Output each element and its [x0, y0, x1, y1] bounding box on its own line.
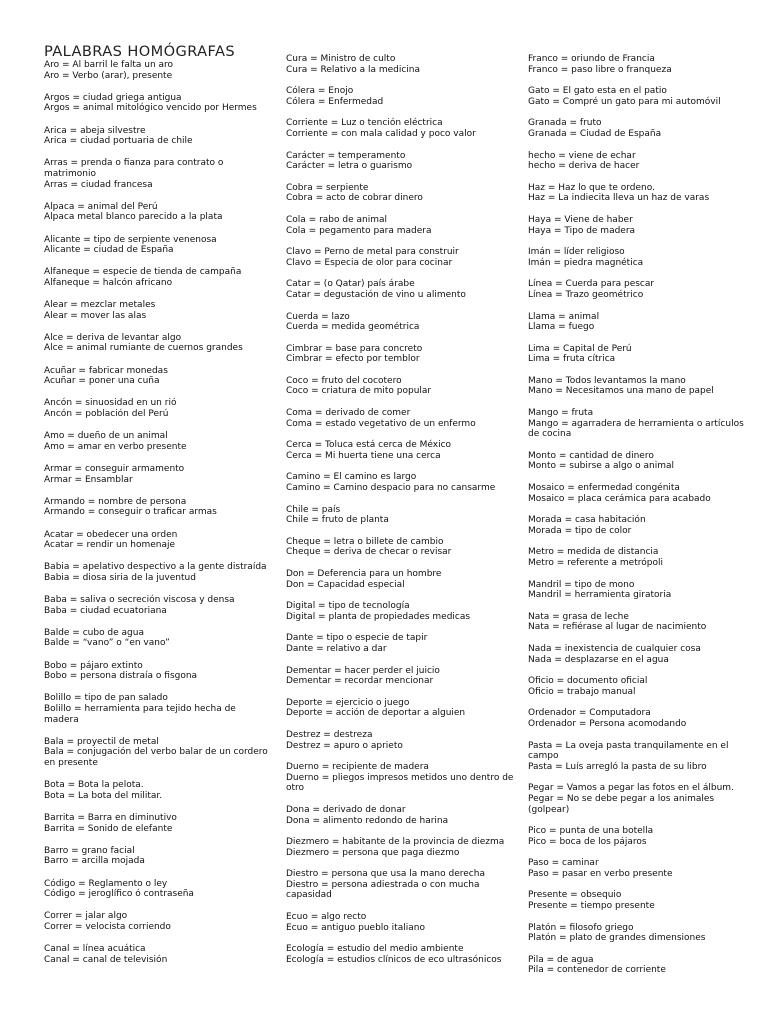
- entry-line: Ancón = sinuosidad en un rió: [44, 398, 177, 409]
- entry-line: Paso = pasar en verbo presente: [528, 868, 673, 879]
- entry-line: Ordenador = Computadora: [528, 708, 651, 719]
- homograph-entry: [44, 431, 272, 452]
- homograph-entry: [286, 440, 514, 461]
- column-2: [286, 54, 514, 976]
- entry-line: Acuñar = fabricar monedas: [44, 365, 168, 376]
- entry-line: Baba = ciudad ecuatoriana: [44, 605, 167, 616]
- entry-line: Alfaneque = especie de tienda de campaña: [44, 267, 242, 278]
- entry-line: Arras = prenda o fianza para contrato o matrimonio: [44, 158, 224, 179]
- entry-line: Lima = fruta cítrica: [528, 354, 616, 365]
- entry-line: Carácter = letra o guarismo: [286, 161, 413, 172]
- entry-line: Granada = Ciudad de España: [528, 128, 662, 139]
- entry-line: hecho = viene de echar: [528, 150, 636, 161]
- entry-line: Clavo = Especia de olor para cocinar: [286, 257, 453, 268]
- entry-line: Dementar = recordar mencionar: [286, 676, 434, 687]
- homograph-entry: [528, 451, 756, 472]
- homograph-entry: [44, 911, 272, 932]
- entry-line: Argos = ciudad griega antigua: [44, 92, 182, 103]
- homograph-entry: [286, 279, 514, 300]
- entry-line: Balde = “vano” o “en vano”: [44, 638, 170, 649]
- homograph-entry: [286, 837, 514, 858]
- entry-line: Balde = cubo de agua: [44, 627, 144, 638]
- entry-line: Bota = Bota la pelota.: [44, 780, 144, 791]
- entry-line: Cola = rabo de animal: [286, 214, 387, 225]
- entry-line: Mandril = tipo de mono: [528, 579, 635, 590]
- homograph-entry: [286, 247, 514, 268]
- entry-line: Barro = grano facial: [44, 845, 135, 856]
- entry-line: hecho = deriva de hacer: [528, 161, 640, 172]
- entry-line: Ecología = estudio del medio ambiente: [286, 944, 464, 955]
- entry-line: Alear = mezclar metales: [44, 300, 156, 311]
- entry-line: Pasta = La oveja pasta tranquilamente en el campo: [528, 740, 729, 762]
- entry-line: Barrita = Barra en diminutivo: [44, 812, 177, 823]
- homograph-entry: [44, 879, 272, 900]
- entry-line: Don = Deferencia para un hombre: [286, 569, 442, 579]
- entry-line: Cheque = deriva de checar o revisar: [286, 547, 452, 558]
- homograph-entry: [528, 515, 756, 536]
- homograph-entry: [44, 944, 272, 965]
- homograph-entry: [286, 762, 514, 794]
- homograph-entry: [528, 376, 756, 397]
- entry-line: Granada = fruto: [528, 118, 602, 129]
- entry-line: Gato = Compré un gato para mi automóvil: [528, 96, 721, 107]
- entry-line: Alpaca = animal del Perú: [44, 201, 158, 212]
- homograph-entry: [528, 826, 756, 847]
- entry-line: Nata = grasa de leche: [528, 611, 629, 622]
- column-1: [44, 43, 272, 977]
- homograph-entry: [528, 644, 756, 665]
- entry-line: Línea = Cuerda para pescar: [528, 279, 655, 290]
- entry-line: Cuerda = medida geométrica: [286, 322, 420, 333]
- entry-line: Cólera = Enfermedad: [286, 96, 384, 107]
- entry-line: Destrez = destreza: [286, 729, 373, 740]
- entry-line: Cura = Ministro de culto: [286, 54, 396, 64]
- entry-line: Corriente = con mala calidad y poco valor: [286, 128, 476, 139]
- homograph-entry: [286, 408, 514, 429]
- entry-line: Bolillo = tipo de pan salado: [44, 693, 168, 704]
- homograph-entry: [44, 398, 272, 419]
- homograph-entry: [528, 547, 756, 568]
- entry-line: Pasta = Luís arregló la pasta de su libro: [528, 761, 707, 772]
- entry-line: Oficio = documento oficial: [528, 676, 648, 687]
- homograph-entry: [286, 118, 514, 139]
- entry-line: Deporte = ejercicio o juego: [286, 697, 410, 708]
- entry-line: Bala = conjugación del verbo balar de un cordero en presente: [44, 747, 268, 768]
- homograph-entry: [286, 601, 514, 622]
- homograph-entry: [528, 923, 756, 944]
- homograph-entry: [286, 183, 514, 204]
- entry-line: Alpaca metal blanco parecido a la plata: [44, 212, 223, 223]
- entry-line: Morada = tipo de color: [528, 525, 632, 536]
- entry-line: Barrita = Sonido de elefante: [44, 823, 173, 834]
- entry-line: Alfaneque = halcón africano: [44, 277, 173, 288]
- entry-line: Imán = piedra magnética: [528, 257, 644, 268]
- entry-line: Bolillo = herramienta para tejido hecha de madera: [44, 704, 236, 725]
- entry-line: Ecuo = algo recto: [286, 912, 367, 923]
- homograph-entry: [528, 247, 756, 268]
- homograph-entry: [286, 666, 514, 687]
- entry-line: Alicante = tipo de serpiente venenosa: [44, 234, 217, 245]
- entry-line: Lima = Capital de Perú: [528, 343, 632, 354]
- entry-line: Nata = refiérase al lugar de nacimiento: [528, 622, 707, 633]
- entry-line: Arras = ciudad francesa: [44, 179, 153, 190]
- entry-line: Paso = caminar: [528, 858, 599, 869]
- entry-line: Amo = dueño de un animal: [44, 431, 168, 442]
- homograph-entry: [528, 612, 756, 633]
- entry-line: Dante = tipo o especie de tapir: [286, 633, 428, 644]
- entry-line: Pila = de agua: [528, 954, 594, 965]
- homograph-entry: [286, 86, 514, 107]
- entry-line: Código = Reglamento o ley: [44, 878, 168, 889]
- homograph-entry: [528, 783, 756, 815]
- entry-line: Metro = referente a metrópoli: [528, 558, 663, 568]
- homograph-entry: [44, 497, 272, 518]
- entry-line: Chile = país: [286, 504, 341, 515]
- entry-line: Diestro = persona que usa la mano derecha: [286, 869, 485, 880]
- entry-line: Monto = subirse a algo o animal: [528, 461, 675, 472]
- homograph-entry: [44, 628, 272, 649]
- homograph-entry: [286, 215, 514, 236]
- entry-line: Platón = plato de grandes dimensiones: [528, 933, 706, 944]
- homograph-entry: [44, 562, 272, 583]
- entry-line: Amo = amar en verbo presente: [44, 441, 187, 452]
- entry-line: Haz = La indiecita lleva un haz de varas: [528, 193, 710, 204]
- entry-line: Canal = línea acuática: [44, 944, 146, 955]
- document-title: PALABRAS HOMÓGRAFAS: [44, 43, 236, 60]
- entry-line: Cobra = serpiente: [286, 182, 369, 193]
- homograph-entry: [44, 780, 272, 801]
- homograph-entry: [528, 955, 756, 976]
- entry-line: Mango = fruta: [528, 408, 594, 419]
- entry-line: Morada = casa habitación: [528, 515, 646, 526]
- entry-line: Coma = derivado de comer: [286, 408, 411, 419]
- homograph-entry: [286, 698, 514, 719]
- homograph-entry: [286, 151, 514, 172]
- entry-line: Armando = nombre de persona: [44, 496, 187, 507]
- homograph-entry: [44, 158, 272, 190]
- column-3-entries: [528, 54, 756, 976]
- entry-line: Armar = conseguir armamento: [44, 463, 185, 474]
- entry-line: Pila = contenedor de corriente: [528, 965, 666, 976]
- entry-line: Ordenador = Persona acomodando: [528, 718, 687, 729]
- homograph-entry: [528, 676, 756, 697]
- homograph-entry: [286, 472, 514, 493]
- homograph-entry: [528, 312, 756, 333]
- entry-line: Digital = tipo de tecnología: [286, 601, 410, 612]
- homograph-entry: [286, 730, 514, 751]
- entry-line: Diezmero = persona que paga diezmo: [286, 847, 460, 858]
- homograph-entry: [44, 60, 272, 81]
- entry-line: Bota = La bota del militar.: [44, 790, 163, 801]
- entry-line: Mango = agarradera de herramienta o artículos de cocina: [528, 418, 744, 440]
- entry-line: Clavo = Perno de metal para construir: [286, 247, 459, 258]
- homograph-entry: [44, 300, 272, 321]
- homograph-entry: [44, 366, 272, 387]
- entry-line: Haya = Viene de haber: [528, 214, 633, 225]
- homograph-entry: [44, 595, 272, 616]
- entry-line: Nada = desplazarse en el agua: [528, 654, 669, 665]
- homograph-entry: [528, 580, 756, 601]
- entry-line: Catar = (o Qatar) país árabe: [286, 279, 415, 290]
- entry-line: Pico = punta de una botella: [528, 826, 654, 837]
- homograph-entry: [286, 569, 514, 590]
- homograph-entry: [44, 693, 272, 725]
- column-3: [528, 54, 756, 987]
- entry-line: Digital = planta de propiedades medicas: [286, 611, 471, 622]
- entry-line: Presente = obsequio: [528, 890, 622, 901]
- homograph-entry: [286, 537, 514, 558]
- entry-line: Mosaico = placa cerámica para acabado: [528, 493, 711, 504]
- entry-line: Cuerda = lazo: [286, 311, 350, 322]
- column-1-entries: [44, 60, 272, 965]
- homograph-entry: [528, 708, 756, 729]
- entry-line: Mano = Todos levantamos la mano: [528, 375, 686, 386]
- entry-line: Duerno = recipiente de madera: [286, 762, 429, 773]
- entry-line: Acatar = rendir un homenaje: [44, 540, 176, 551]
- entry-line: Nada = inexistencia de cualquier cosa: [528, 643, 701, 654]
- homograph-entry: [528, 183, 756, 204]
- homograph-entry: [286, 54, 514, 75]
- entry-line: Bobo = persona distraía o fisgona: [44, 671, 198, 682]
- homograph-entry: [286, 344, 514, 365]
- entry-line: Llama = fuego: [528, 322, 595, 333]
- entry-line: Dante = relativo a dar: [286, 643, 387, 654]
- entry-line: Monto = cantidad de dinero: [528, 450, 654, 461]
- entry-line: Cura = Relativo a la medicina: [286, 64, 421, 75]
- entry-line: Pegar = Vamos a pegar las fotos en el álbum.: [528, 783, 734, 794]
- homograph-entry: [528, 483, 756, 504]
- homograph-entry: [528, 890, 756, 911]
- entry-line: Mandril = herramienta giratoria: [528, 590, 672, 601]
- homograph-entry: [286, 805, 514, 826]
- entry-line: Argos = animal mitológico vencido por Hermes: [44, 103, 257, 114]
- homograph-entry: [528, 344, 756, 365]
- entry-line: Aro = Al barril le falta un aro: [44, 60, 174, 70]
- entry-line: Metro = medida de distancia: [528, 547, 659, 558]
- entry-line: Ecología = estudios clínicos de eco ultrasónicos: [286, 954, 502, 965]
- entry-line: Babia = apelativo despectivo a la gente distraída: [44, 562, 267, 573]
- entry-line: Arica = abeja silvestre: [44, 125, 146, 136]
- entry-line: Cerca = Toluca está cerca de México: [286, 440, 452, 451]
- entry-line: Pegar = No se debe pegar a los animales (golpear): [528, 793, 715, 815]
- entry-line: Bobo = pájaro extinto: [44, 660, 143, 671]
- entry-line: Armando = conseguir o traficar armas: [44, 507, 217, 518]
- entry-line: Cheque = letra o billete de cambio: [286, 536, 444, 547]
- entry-line: Duerno = pliegos impresos metidos uno dentro de otro: [286, 772, 514, 794]
- entry-line: Carácter = temperamento: [286, 150, 406, 161]
- entry-line: Coma = estado vegetativo de un enfermo: [286, 418, 476, 429]
- entry-line: Dona = derivado de donar: [286, 804, 406, 815]
- entry-line: Pico = boca de los pájaros: [528, 836, 647, 847]
- homograph-entry: [44, 661, 272, 682]
- entry-line: Cimbrar = efecto por temblor: [286, 354, 420, 365]
- homograph-entry: [286, 912, 514, 933]
- entry-line: Ecuo = antiguo pueblo italiano: [286, 922, 425, 933]
- homograph-entry: [528, 741, 756, 773]
- homograph-entry: [44, 93, 272, 114]
- homograph-entry: [528, 215, 756, 236]
- homograph-entry: [44, 737, 272, 769]
- homograph-entry: [528, 151, 756, 172]
- entry-line: Coco = fruto del cocotero: [286, 375, 402, 386]
- entry-line: Canal = canal de televisión: [44, 954, 168, 965]
- homograph-entry: [44, 126, 272, 147]
- entry-line: Deporte = acción de deportar a alguien: [286, 708, 466, 719]
- entry-line: Dona = alimento redondo de harina: [286, 815, 449, 826]
- homograph-entry: [44, 267, 272, 288]
- entry-line: Dementar = hacer perder el juicio: [286, 665, 440, 676]
- homograph-entry: [44, 464, 272, 485]
- homograph-entry: [44, 846, 272, 867]
- entry-line: Babia = diosa siria de la juventud: [44, 572, 196, 583]
- entry-line: Presente = tiempo presente: [528, 901, 655, 912]
- homograph-entry: [286, 944, 514, 965]
- entry-line: Barro = arcilla mojada: [44, 856, 145, 867]
- entry-line: Acatar = obedecer una orden: [44, 529, 178, 540]
- entry-line: Chile = fruto de planta: [286, 515, 389, 526]
- entry-line: Franco = paso libre o franqueza: [528, 64, 672, 75]
- entry-line: Cimbrar = base para concreto: [286, 343, 423, 354]
- entry-line: Imán = líder religioso: [528, 247, 625, 258]
- entry-line: Bala = proyectil de metal: [44, 736, 159, 747]
- homograph-entry: [286, 633, 514, 654]
- entry-line: Camino = El camino es largo: [286, 472, 417, 483]
- entry-line: Alear = mover las alas: [44, 310, 147, 321]
- entry-line: Código = jeroglífico ó contraseña: [44, 889, 194, 900]
- entry-line: Corriente = Luz o tención eléctrica: [286, 118, 443, 129]
- entry-line: Platón = filosofo griego: [528, 922, 634, 933]
- homograph-entry: [44, 530, 272, 551]
- homograph-entry: [44, 333, 272, 354]
- column-2-entries: [286, 54, 514, 965]
- entry-line: Alce = animal rumiante de cuernos grandes: [44, 343, 243, 354]
- entry-line: Haz = Haz lo que te ordeno.: [528, 182, 655, 193]
- homograph-entry: [44, 813, 272, 834]
- entry-line: Coco = criatura de mito popular: [286, 386, 432, 397]
- entry-line: Cobra = acto de cobrar dinero: [286, 193, 423, 204]
- homograph-entry: [528, 86, 756, 107]
- entry-line: Cola = pegamento para madera: [286, 225, 432, 236]
- entry-line: Correr = jalar algo: [44, 911, 128, 922]
- entry-line: Haya = Tipo de madera: [528, 225, 636, 236]
- homograph-entry: [44, 235, 272, 256]
- entry-line: Arica = ciudad portuaria de chile: [44, 136, 193, 147]
- entry-line: Ancón = población del Perú: [44, 409, 169, 419]
- entry-line: Mano = Necesitamos una mano de papel: [528, 386, 714, 397]
- entry-line: Gato = El gato esta en el patio: [528, 86, 667, 97]
- entry-line: Acuñar = poner una cuña: [44, 376, 160, 387]
- entry-line: Franco = oriundo de Francia: [528, 54, 655, 64]
- homograph-entry: [286, 505, 514, 526]
- entry-line: Oficio = trabajo manual: [528, 686, 636, 697]
- entry-line: Cerca = Mi huerta tiene una cerca: [286, 450, 441, 461]
- homograph-entry: [286, 312, 514, 333]
- homograph-entry: [528, 408, 756, 440]
- entry-line: Don = Capacidad especial: [286, 579, 405, 590]
- entry-line: Destrez = apuro o aprieto: [286, 740, 403, 751]
- entry-line: Línea = Trazo geométrico: [528, 289, 644, 300]
- homograph-entry: [528, 858, 756, 879]
- entry-line: Aro = Verbo (arar), presente: [44, 70, 173, 81]
- entry-line: Armar = Ensamblar: [44, 474, 133, 485]
- entry-line: Baba = saliva o secreción viscosa y densa: [44, 595, 235, 606]
- entry-line: Alicante = ciudad de España: [44, 245, 174, 256]
- entry-line: Correr = velocista corriendo: [44, 921, 171, 932]
- entry-line: Catar = degustación de vino u alimento: [286, 289, 466, 300]
- homograph-entry: [528, 118, 756, 139]
- homograph-entry: [528, 54, 756, 75]
- entry-line: Alce = deriva de levantar algo: [44, 332, 182, 343]
- homograph-entry: [286, 869, 514, 901]
- entry-line: Diestro = persona adiestrada o con mucha capasidad: [286, 879, 480, 901]
- entry-line: Camino = Camino despacio para no cansarme: [286, 483, 496, 494]
- homograph-entry: [528, 279, 756, 300]
- entry-line: Mosaico = enfermedad congénita: [528, 483, 680, 494]
- homograph-entry: [286, 376, 514, 397]
- homograph-entry: [44, 202, 272, 223]
- entry-line: Cólera = Enojo: [286, 86, 354, 97]
- entry-line: Llama = animal: [528, 311, 600, 322]
- entry-line: Diezmero = habitante de la provincia de diezma: [286, 837, 505, 848]
